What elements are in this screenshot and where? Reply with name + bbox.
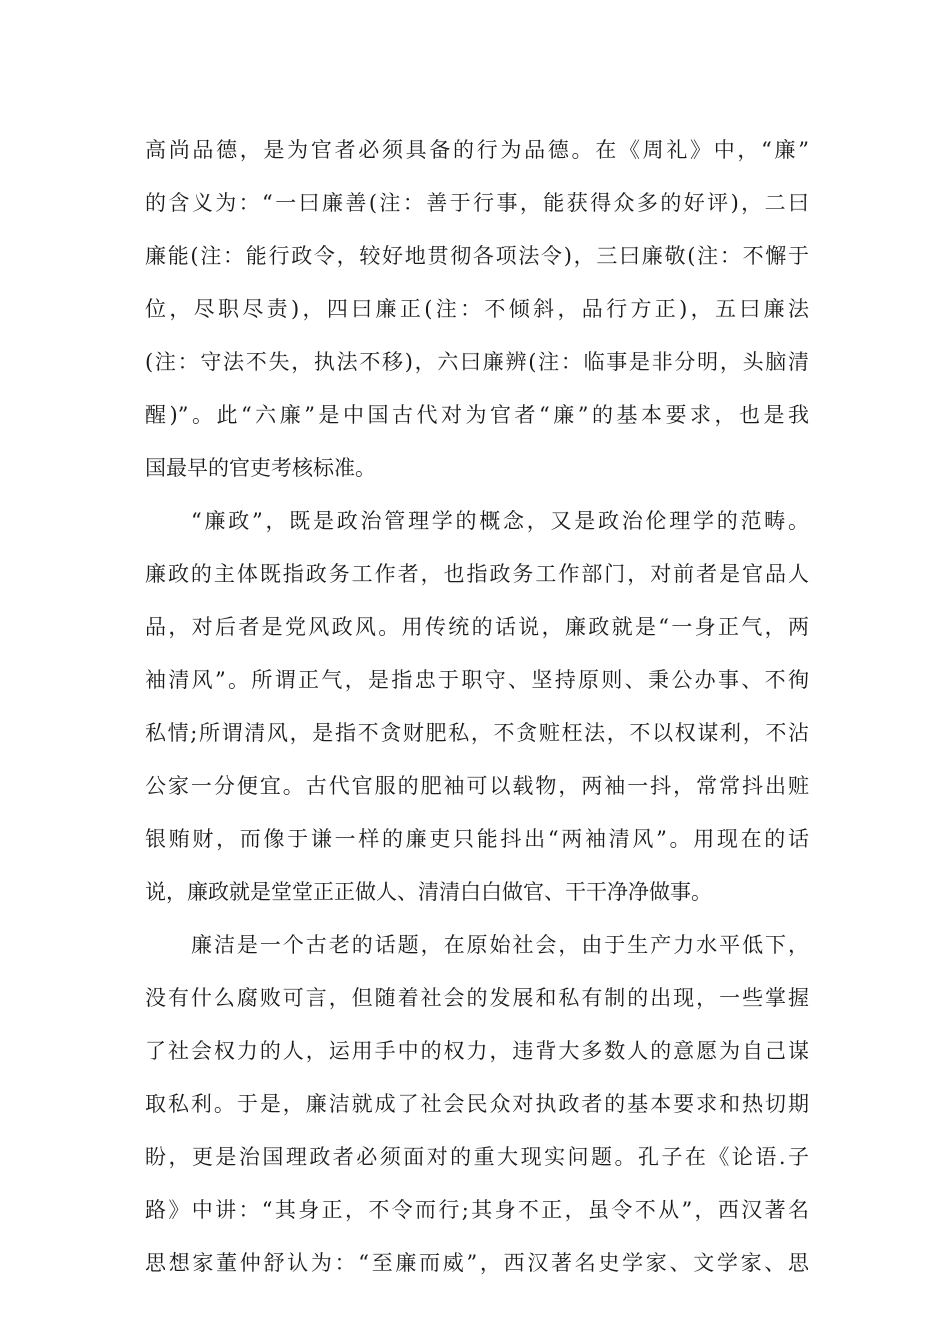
text-line: 公家一分便宜。古代官服的肥袖可以载物，两袖一抖，常常抖出赃 bbox=[145, 774, 809, 798]
text-line: 高尚品德，是为官者必须具备的行为品德。在《周礼》中，“廉” bbox=[145, 138, 809, 162]
text-line: 私情;所谓清风，是指不贪财肥私，不贪赃枉法，不以权谋利，不沾 bbox=[145, 721, 809, 745]
text-line: 盼，更是治国理政者必须面对的重大现实问题。孔子在《论语.子 bbox=[145, 1145, 809, 1169]
text-line: 国最早的官吏考核标准。 bbox=[145, 456, 376, 480]
text-line: 廉政的主体既指政务工作者，也指政务工作部门，对前者是官品人 bbox=[145, 562, 809, 586]
text-line: 思想家董仲舒认为：“至廉而威”，西汉著名史学家、文学家、思 bbox=[145, 1251, 809, 1275]
text-line: 廉能(注：能行政令，较好地贯彻各项法令)，三曰廉敬(注：不懈于 bbox=[145, 244, 809, 268]
text-line: 廉洁是一个古老的话题，在原始社会，由于生产力水平低下， bbox=[191, 933, 809, 957]
text-line: 了社会权力的人，运用手中的权力，违背大多数人的意愿为自己谋 bbox=[145, 1039, 809, 1063]
paragraph-2 bbox=[145, 495, 809, 919]
paragraph-3 bbox=[145, 919, 809, 1290]
text-line: 路》中讲：“其身正，不令而行;其身不正，虽令不从”，西汉著名 bbox=[145, 1198, 809, 1222]
text-line: 没有什么腐败可言，但随着社会的发展和私有制的出现，一些掌握 bbox=[145, 986, 809, 1010]
text-line: (注：守法不失，执法不移)，六曰廉辨(注：临事是非分明，头脑清 bbox=[145, 350, 809, 374]
text-line: 取私利。于是，廉洁就成了社会民众对执政者的基本要求和热切期 bbox=[145, 1092, 809, 1116]
text-line: 的含义为：“一曰廉善(注：善于行事，能获得众多的好评)，二曰 bbox=[145, 191, 809, 215]
text-line: 品，对后者是党风政风。用传统的话说，廉政就是“一身正气，两 bbox=[145, 615, 809, 639]
text-line: 说，廉政就是堂堂正正做人、清清白白做官、干干净净做事。 bbox=[145, 880, 712, 904]
text-line: 位，尽职尽责)，四曰廉正(注：不倾斜，品行方正)，五曰廉法 bbox=[145, 297, 809, 321]
text-line: “廉政”，既是政治管理学的概念，又是政治伦理学的范畴。 bbox=[191, 509, 809, 533]
document-page bbox=[145, 124, 809, 1290]
text-line: 醒)”。此“六廉”是中国古代对为官者“廉”的基本要求，也是我 bbox=[145, 403, 809, 427]
paragraph-1 bbox=[145, 124, 809, 495]
text-line: 袖清风”。所谓正气，是指忠于职守、坚持原则、秉公办事、不徇 bbox=[145, 668, 809, 692]
text-line: 银贿财，而像于谦一样的廉吏只能抖出“两袖清风”。用现在的话 bbox=[145, 827, 809, 851]
